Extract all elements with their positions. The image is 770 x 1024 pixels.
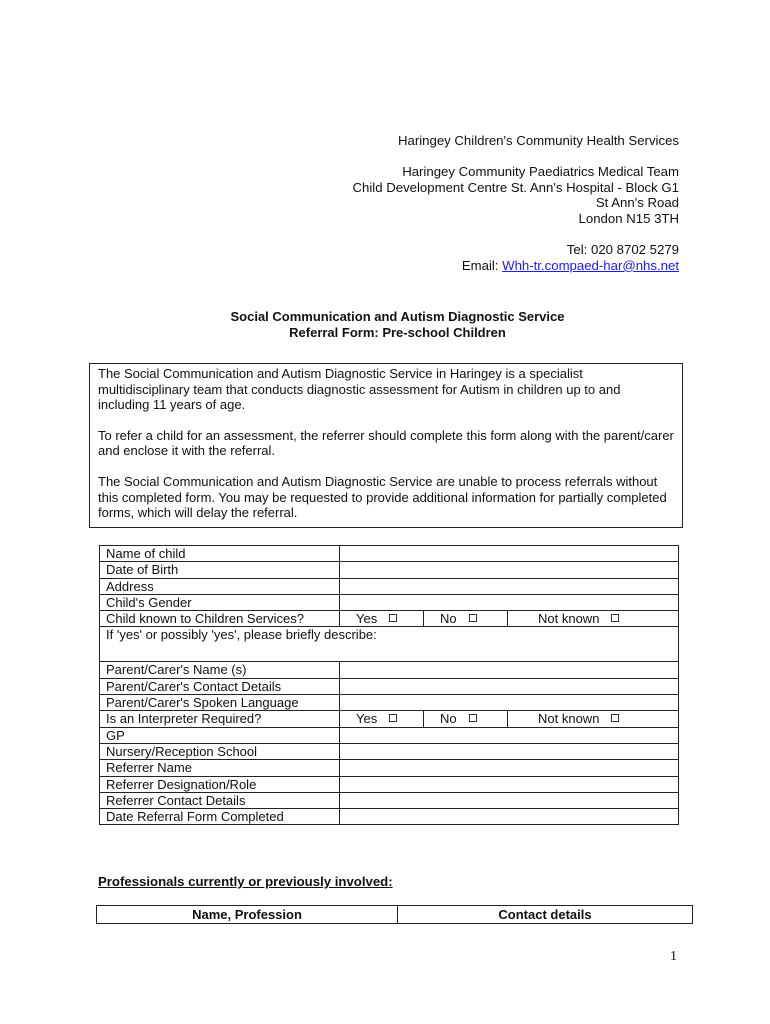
table-row: [100, 776, 679, 792]
table-row: [100, 792, 679, 808]
label-referrer-contact: Referrer Contact Details: [100, 792, 340, 808]
professionals-heading: Professionals currently or previously involved:: [98, 874, 393, 889]
intro-paragraph-2: To refer a child for an assessment, the referrer should complete this form along with the parent/carer and enclose it with the referral.: [98, 427, 674, 459]
title-line-2: Referral Form: Pre-school Children: [289, 324, 506, 340]
address-line-2: St Ann's Road: [595, 195, 679, 211]
professionals-table: [96, 905, 693, 924]
option-not-known-interpreter[interactable]: [508, 711, 679, 727]
field-describe[interactable]: [100, 627, 679, 662]
label-known-services: Child known to Children Services?: [100, 611, 340, 627]
table-row: [100, 611, 679, 627]
column-contact-details: Contact details: [398, 906, 693, 924]
field-parent-name[interactable]: [340, 662, 679, 678]
table-row: [100, 727, 679, 743]
field-address[interactable]: [340, 578, 679, 594]
address-line-3: London N15 3TH: [578, 210, 679, 226]
letterhead: [353, 133, 680, 273]
checkbox-not-known-interpreter[interactable]: [611, 714, 619, 722]
option-not-known-label: Not known: [538, 611, 600, 627]
email-line: [353, 258, 680, 274]
label-parent-contact: Parent/Carer's Contact Details: [100, 678, 340, 694]
page-number: 1: [670, 949, 677, 964]
field-gender[interactable]: [340, 594, 679, 610]
field-dob[interactable]: [340, 562, 679, 578]
table-row: [100, 578, 679, 594]
field-parent-language[interactable]: [340, 695, 679, 711]
table-row: [100, 546, 679, 562]
field-referrer-contact[interactable]: [340, 792, 679, 808]
field-gp[interactable]: [340, 727, 679, 743]
field-nursery[interactable]: [340, 743, 679, 759]
checkbox-yes-known-services[interactable]: [389, 614, 397, 622]
column-name-profession: Name, Profession: [97, 906, 398, 924]
label-parent-name: Parent/Carer's Name (s): [100, 662, 340, 678]
table-header-row: [97, 906, 693, 924]
table-row: [100, 711, 679, 727]
field-date-completed[interactable]: [340, 809, 679, 825]
option-yes-label: Yes: [356, 711, 378, 727]
option-no-known-services[interactable]: [424, 611, 508, 627]
team-name: Haringey Community Paediatrics Medical Team: [402, 164, 679, 180]
label-gender: Child's Gender: [100, 594, 340, 610]
table-row: [100, 627, 679, 662]
option-yes-known-services[interactable]: [340, 611, 424, 627]
label-nursery: Nursery/Reception School: [100, 743, 340, 759]
table-row: [100, 695, 679, 711]
title-line-1: Social Communication and Autism Diagnostic Service: [230, 309, 565, 324]
option-not-known-label: Not known: [538, 711, 600, 727]
option-no-label: No: [440, 611, 457, 627]
option-not-known-services[interactable]: [508, 611, 679, 627]
label-address: Address: [100, 578, 340, 594]
label-name-of-child: Name of child: [100, 546, 340, 562]
org-name: Haringey Children's Community Health Services: [397, 133, 679, 148]
intro-paragraph-3: The Social Communication and Autism Diagnostic Service are unable to process referrals without this completed form. You may be requested to provide additional information for partially completed forms, which will delay the referral.: [98, 473, 667, 521]
label-interpreter: Is an Interpreter Required?: [100, 711, 340, 727]
table-row: [100, 678, 679, 694]
option-yes-label: Yes: [356, 611, 378, 627]
telephone: Tel: 020 8702 5279: [566, 242, 679, 258]
checkbox-no-known-services[interactable]: [469, 614, 477, 622]
option-yes-interpreter[interactable]: [340, 711, 424, 727]
describe-label: If 'yes' or possibly 'yes', please briefly describe:: [106, 627, 377, 643]
table-row: [100, 562, 679, 578]
label-gp: GP: [100, 727, 340, 743]
option-no-label: No: [440, 711, 457, 727]
table-row: [100, 594, 679, 610]
email-label: Email:: [461, 257, 503, 273]
table-row: [100, 809, 679, 825]
email-link[interactable]: Whh-tr.compaed-har@nhs.net: [502, 257, 679, 273]
label-dob: Date of Birth: [100, 562, 340, 578]
label-parent-language: Parent/Carer's Spoken Language: [100, 695, 340, 711]
address-line-1: Child Development Centre St. Ann's Hospital - Block G1: [352, 179, 679, 195]
checkbox-no-interpreter[interactable]: [469, 714, 477, 722]
table-row: [100, 743, 679, 759]
field-referrer-name[interactable]: [340, 760, 679, 776]
label-referrer-name: Referrer Name: [100, 760, 340, 776]
option-no-interpreter[interactable]: [424, 711, 508, 727]
intro-paragraph-1: The Social Communication and Autism Diagnostic Service in Haringey is a specialist multidisciplinary team that conducts diagnostic assessment for Autism in children up to and including 11 years of age.: [98, 366, 621, 413]
label-referrer-role: Referrer Designation/Role: [100, 776, 340, 792]
table-row: [100, 760, 679, 776]
field-name-of-child[interactable]: [340, 546, 679, 562]
referral-form-table: [99, 545, 679, 825]
form-title: [0, 309, 770, 340]
label-date-completed: Date Referral Form Completed: [100, 809, 340, 825]
checkbox-yes-interpreter[interactable]: [389, 714, 397, 722]
field-parent-contact[interactable]: [340, 678, 679, 694]
intro-box: [89, 363, 683, 528]
checkbox-not-known-services[interactable]: [611, 614, 619, 622]
field-referrer-role[interactable]: [340, 776, 679, 792]
table-row: [100, 662, 679, 678]
